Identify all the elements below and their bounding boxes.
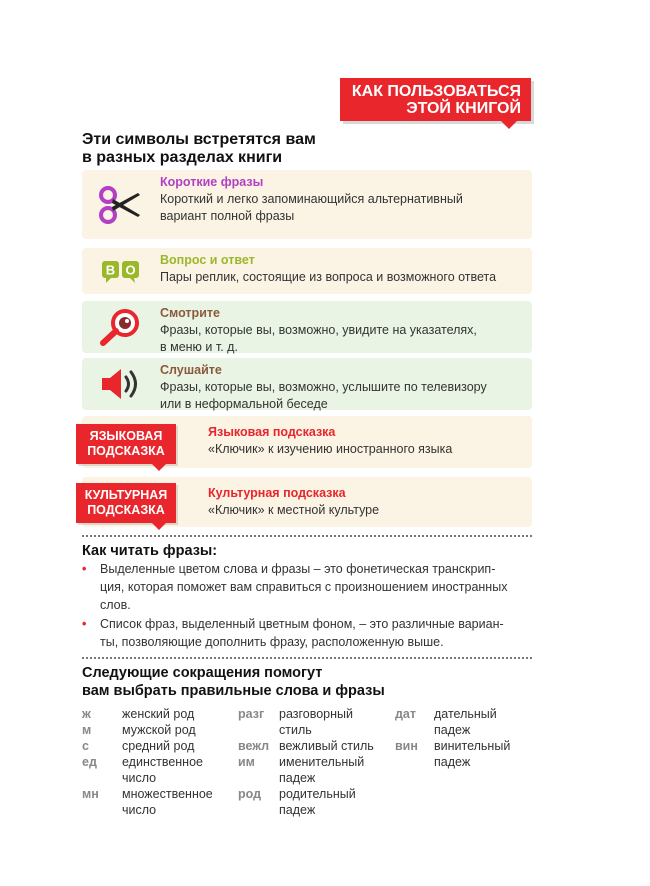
abbr-item (82, 706, 232, 722)
abbr-value (122, 786, 213, 818)
howto-bullet (82, 560, 534, 614)
tip-title: Культурная подсказка (208, 486, 346, 500)
abbr-key: им (238, 755, 255, 769)
abbr-key: ед (82, 755, 97, 769)
abbr-value (279, 786, 356, 818)
abbr-value-line: падеж (434, 755, 471, 769)
abbr-value (279, 754, 364, 786)
tip-desc: «Ключик» к изучению иностранного языка (208, 442, 453, 456)
abbr-value-line: дательный (434, 707, 497, 721)
tip-label-line: ПОДСКАЗКА (87, 444, 165, 458)
bullet-line: ция, которая поможет вам справиться с произношением иностранных (100, 580, 508, 594)
bullet-marker: • (82, 617, 87, 631)
tip-title: Языковая подсказка (208, 425, 336, 439)
abbr-key: мн (82, 787, 99, 801)
question-answer-icon (82, 248, 160, 294)
abbr-key: с (82, 739, 89, 753)
speaker-icon (82, 358, 160, 410)
language-tip-label (76, 424, 176, 464)
abbr-value-line: родительный (279, 787, 356, 801)
abbr-key: вин (395, 739, 418, 753)
symbol-desc-line: Фразы, которые вы, возможно, увидите на указателях, (160, 323, 477, 337)
abbr-title-line-2: вам выбрать правильные слова и фразы (82, 683, 385, 699)
title-line-2: в разных разделах книги (82, 149, 283, 166)
abbr-value-line: стиль (279, 723, 312, 737)
abbr-value-line: число (122, 803, 157, 817)
abbr-key: дат (395, 707, 417, 721)
tip-row-culture (82, 477, 532, 527)
symbol-title: Вопрос и ответ (160, 253, 255, 267)
culture-tip-label (76, 483, 176, 523)
symbol-row-listen (82, 358, 532, 410)
abbr-value-line: винительный (434, 739, 511, 753)
svg-text:В: В (105, 262, 116, 278)
badge-line-1: КАК ПОЛЬЗОВАТЬСЯ (351, 83, 521, 100)
badge-line-2: ЭТОЙ КНИГОЙ (406, 100, 521, 117)
abbr-value-line: падеж (434, 723, 471, 737)
abbr-value (122, 754, 203, 786)
abbr-item (82, 786, 232, 818)
title-line-1: Эти символы встретятся вам (82, 131, 316, 148)
howto-title: Как читать фразы: (82, 543, 218, 559)
abbr-item (238, 754, 388, 786)
abbr-key: разг (238, 707, 265, 721)
tip-label-line: ЯЗЫКОВАЯ (89, 429, 163, 443)
tip-row-language (82, 416, 532, 468)
abbr-item (395, 706, 535, 738)
symbol-row-look (82, 301, 532, 353)
abbr-title-line-1: Следующие сокращения помогут (82, 665, 323, 681)
abbr-value: вежливый стиль (279, 739, 374, 753)
abbr-key: вежл (238, 739, 270, 753)
tip-label-line: КУЛЬТУРНАЯ (84, 488, 168, 502)
divider (82, 535, 532, 537)
symbol-desc-line: Короткий и легко запоминающийся альтернативный (160, 192, 463, 206)
abbr-value-line: число (122, 771, 157, 785)
symbol-desc-line: Фразы, которые вы, возможно, услышите по телевизору (160, 380, 487, 394)
abbr-value: средний род (122, 739, 195, 753)
abbr-key: род (238, 787, 262, 801)
bullet-line: Список фраз, выделенный цветным фоном, – это различные вариан- (100, 617, 504, 631)
abbr-value (279, 706, 353, 738)
howto-bullet (82, 615, 534, 651)
abbr-value (434, 706, 497, 738)
scissors-icon (82, 170, 160, 239)
symbol-desc-line: или в неформальной беседе (160, 397, 328, 411)
abbr-value-line: падеж (279, 771, 316, 785)
svg-text:О: О (125, 262, 136, 278)
abbr-item (238, 786, 388, 818)
abbr-value: женский род (122, 707, 195, 721)
page-title (82, 131, 382, 167)
symbol-title: Смотрите (160, 306, 220, 320)
abbr-item (238, 738, 388, 754)
abbr-item (82, 722, 232, 738)
bullet-line: ты, позволяющие дополнить фразу, расположенную выше. (100, 635, 444, 649)
abbr-key: м (82, 723, 92, 737)
abbr-item (82, 738, 232, 754)
abbr-value: мужской род (122, 723, 196, 737)
abbr-value-line: падеж (279, 803, 316, 817)
abbr-item (82, 754, 232, 786)
tip-desc: «Ключик» к местной культуре (208, 503, 380, 517)
symbol-row-short-phrases (82, 170, 532, 239)
bullet-line: слов. (100, 598, 131, 612)
magnifier-eye-icon (82, 301, 160, 353)
abbr-item (238, 706, 388, 738)
divider (82, 657, 532, 659)
abbr-value-line: единственное (122, 755, 203, 769)
abbr-key: ж (82, 707, 91, 721)
symbol-desc-line: в меню и т. д. (160, 340, 238, 354)
tip-label-line: ПОДСКАЗКА (87, 503, 165, 517)
abbr-value-line: множественное (122, 787, 213, 801)
abbr-value-line: разговорный (279, 707, 354, 721)
symbol-desc-line: вариант полной фразы (160, 209, 295, 223)
abbr-value (434, 738, 510, 770)
bullet-marker: • (82, 562, 87, 576)
symbol-title: Слушайте (160, 363, 222, 377)
symbol-row-question-answer (82, 248, 532, 294)
section-badge (340, 78, 531, 121)
symbol-title: Короткие фразы (160, 175, 264, 189)
abbr-item (395, 738, 535, 770)
symbol-desc-line: Пары реплик, состоящие из вопроса и возможного ответа (160, 270, 497, 284)
abbr-value-line: именительный (279, 755, 365, 769)
bullet-line: Выделенные цветом слова и фразы – это фонетическая транскрип- (100, 562, 496, 576)
